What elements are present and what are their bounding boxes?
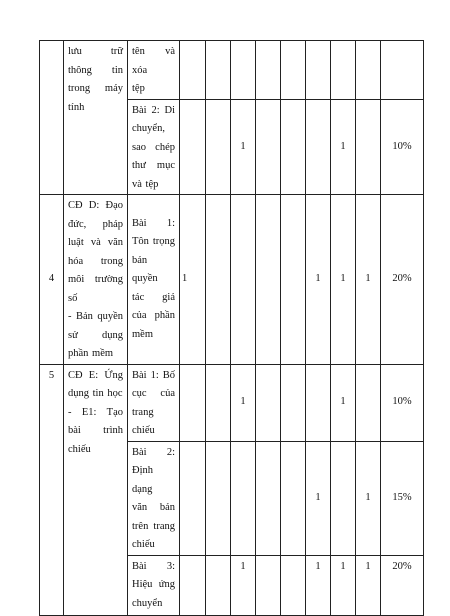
stt-cell: 5 <box>40 364 64 615</box>
percent-cell: 20% <box>381 555 424 615</box>
lesson-line: chuyển, <box>132 123 165 134</box>
percent-cell: 10% <box>381 99 424 195</box>
percent-cell <box>381 41 424 100</box>
mark-cell <box>206 364 231 441</box>
topic-line: bài trình <box>68 425 123 436</box>
mark-cell <box>281 99 306 195</box>
mark-cell: 1 <box>306 555 331 615</box>
mark-cell: 1 <box>356 555 381 615</box>
topic-line: CĐ D: Đạo <box>68 200 123 211</box>
mark-cell <box>180 41 206 100</box>
assessment-matrix-table <box>39 40 424 616</box>
lesson-line: sao chép <box>132 141 175 153</box>
lesson-line: văn bản <box>132 502 175 513</box>
lesson-line: Bài 1: Bố <box>132 369 175 381</box>
mark-cell <box>281 555 306 615</box>
lesson-line: Định dạng <box>132 465 153 495</box>
mark-cell: 1 <box>231 555 256 615</box>
mark-cell <box>180 555 206 615</box>
mark-cell: 1 <box>180 195 206 365</box>
mark-cell: 1 <box>331 364 356 441</box>
topic-cell <box>64 364 128 615</box>
stt-cell: 4 <box>40 195 64 365</box>
lesson-line: tệp <box>132 83 145 94</box>
lesson-cell <box>128 555 180 615</box>
mark-cell <box>256 41 281 100</box>
topic-line: tính <box>68 101 85 113</box>
mark-cell <box>306 99 331 195</box>
table-row <box>40 364 424 441</box>
mark-cell: 1 <box>331 99 356 195</box>
mark-cell <box>281 364 306 441</box>
mark-cell <box>256 195 281 365</box>
lesson-line: bản quyền <box>132 254 158 284</box>
mark-cell <box>356 364 381 441</box>
topic-line: dụng tin học <box>68 388 123 399</box>
mark-cell: 1 <box>306 195 331 365</box>
topic-line: trong máy <box>68 83 123 94</box>
topic-line: chiếu <box>68 443 91 455</box>
topic-line: luật và văn <box>68 237 123 248</box>
topic-line: CĐ E: Ứng <box>68 369 123 381</box>
topic-line: lưu trữ <box>68 46 123 57</box>
mark-cell <box>281 41 306 100</box>
lesson-line: Bài 2: <box>132 446 175 458</box>
topic-cell <box>64 41 128 195</box>
mark-cell <box>281 441 306 555</box>
topic-line: môi trường <box>68 274 123 285</box>
mark-cell: 1 <box>331 555 356 615</box>
mark-cell <box>281 195 306 365</box>
lesson-cell <box>128 99 180 195</box>
mark-cell <box>256 441 281 555</box>
mark-cell <box>180 441 206 555</box>
lesson-line: chuyển <box>132 597 163 609</box>
topic-line: số <box>68 292 78 304</box>
mark-cell: 1 <box>231 99 256 195</box>
mark-cell: 1 <box>231 364 256 441</box>
topic-line: đức, pháp <box>68 218 123 230</box>
lesson-line: Bài 1: <box>132 217 175 229</box>
mark-cell <box>356 41 381 100</box>
lesson-line: tác giả <box>132 291 175 303</box>
mark-cell <box>231 441 256 555</box>
mark-cell <box>256 364 281 441</box>
mark-cell <box>306 364 331 441</box>
lesson-line: trên trang <box>132 520 175 532</box>
topic-line: - Bản quyền <box>68 311 123 322</box>
topic-line: sử dụng <box>68 329 123 341</box>
percent-cell: 10% <box>381 364 424 441</box>
lesson-cell <box>128 364 180 441</box>
percent-cell: 15% <box>381 441 424 555</box>
lesson-line: Bài 2: Di <box>132 104 175 116</box>
topic-cell <box>64 195 128 365</box>
mark-cell <box>331 441 356 555</box>
lesson-line: tên và xóa <box>132 46 175 76</box>
topic-line: hóa trong <box>68 255 123 267</box>
mark-cell <box>256 555 281 615</box>
stt-cell <box>40 41 64 195</box>
mark-cell <box>356 99 381 195</box>
percent-cell: 20% <box>381 195 424 365</box>
mark-cell <box>231 195 256 365</box>
table-row <box>40 195 424 365</box>
mark-cell <box>180 364 206 441</box>
topic-line: phần mềm <box>68 348 114 359</box>
mark-cell <box>256 99 281 195</box>
mark-cell <box>206 99 231 195</box>
mark-cell <box>180 99 206 195</box>
lesson-line: chiếu <box>132 539 155 550</box>
topic-line: thông tin <box>68 64 123 76</box>
lesson-cell <box>128 441 180 555</box>
mark-cell <box>306 41 331 100</box>
mark-cell: 1 <box>356 195 381 365</box>
mark-cell: 1 <box>306 441 331 555</box>
lesson-line: Tôn trọng <box>132 236 175 247</box>
lesson-line: cục của <box>132 388 175 399</box>
lesson-line: và tệp <box>132 178 159 190</box>
mark-cell <box>331 41 356 100</box>
lesson-line: Hiệu ứng <box>132 579 175 590</box>
lesson-line: thư mục <box>132 160 175 171</box>
mark-cell <box>206 195 231 365</box>
mark-cell <box>206 441 231 555</box>
mark-cell <box>231 41 256 100</box>
lesson-line: Bài 3: <box>132 560 175 572</box>
table-row <box>40 41 424 100</box>
mark-cell: 1 <box>356 441 381 555</box>
topic-line: - E1: Tạo <box>68 406 123 418</box>
lesson-cell <box>128 41 180 100</box>
mark-cell <box>206 41 231 100</box>
lesson-line: mềm <box>132 328 153 340</box>
mark-cell <box>206 555 231 615</box>
lesson-line: của phần <box>132 310 175 321</box>
mark-cell: 1 <box>331 195 356 365</box>
lesson-line: chiếu <box>132 425 155 436</box>
lesson-cell <box>128 195 180 365</box>
lesson-line: trang <box>132 406 154 418</box>
